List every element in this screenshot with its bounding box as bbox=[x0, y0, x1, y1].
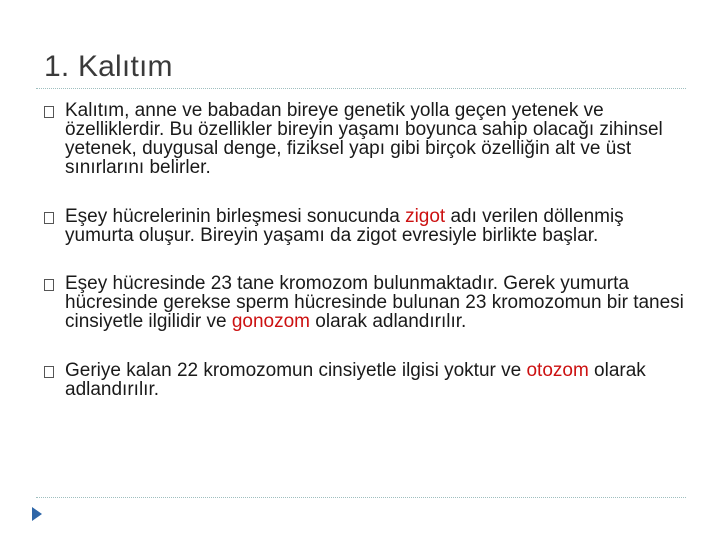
bullet-highlight: zigot bbox=[405, 206, 446, 227]
slide-title: 1. Kalıtım bbox=[44, 50, 173, 83]
bullet-item-gonosome bbox=[44, 274, 684, 331]
bullet-highlight: gonozom bbox=[231, 311, 311, 332]
bullet-list bbox=[44, 97, 684, 399]
bullet-item-heredity bbox=[44, 101, 684, 177]
square-bullet-icon bbox=[44, 212, 54, 224]
bullet-text-after: olarak adlandırılır. bbox=[65, 360, 646, 400]
square-bullet-icon bbox=[44, 279, 54, 291]
bullet-text-after: olarak adlandırılır. bbox=[310, 311, 467, 332]
bullet-item-autosome bbox=[44, 361, 684, 399]
bottom-divider bbox=[36, 497, 686, 498]
bullet-text-after: adı verilen döllenmiş yumurta oluşur. Bireyin yaşamı da zigot evresiyle birlikte başlar. bbox=[65, 206, 624, 246]
bullet-text: Kalıtım, anne ve babadan bireye genetik yolla geçen yetenek ve özelliklerdir. Bu özellikler bireyin yaşamı boyunca sahip olacağı zihinsel yetenek, duygusal denge, fiziksel yapı gibi birçok özelliğin alt ve üst sınırlarını belirler. bbox=[65, 100, 663, 178]
square-bullet-icon bbox=[44, 366, 54, 378]
top-divider bbox=[36, 88, 686, 89]
bullet-text: Eşey hücrelerinin birleşmesi sonucunda bbox=[65, 206, 406, 227]
bullet-text: Eşey hücresinde 23 tane kromozom bulunmaktadır. Gerek yumurta hücresinde gerekse sperm hücresinde bulunan 23 kromozomun bir tanesi cinsiyetle ilgilidir ve bbox=[65, 273, 684, 332]
bullet-item-zygote bbox=[44, 207, 684, 245]
bullet-highlight: otozom bbox=[526, 360, 589, 381]
bullet-text: Geriye kalan 22 kromozomun cinsiyetle ilgisi yoktur ve bbox=[65, 360, 527, 381]
square-bullet-icon bbox=[44, 106, 54, 118]
play-arrow-icon[interactable] bbox=[32, 507, 42, 521]
